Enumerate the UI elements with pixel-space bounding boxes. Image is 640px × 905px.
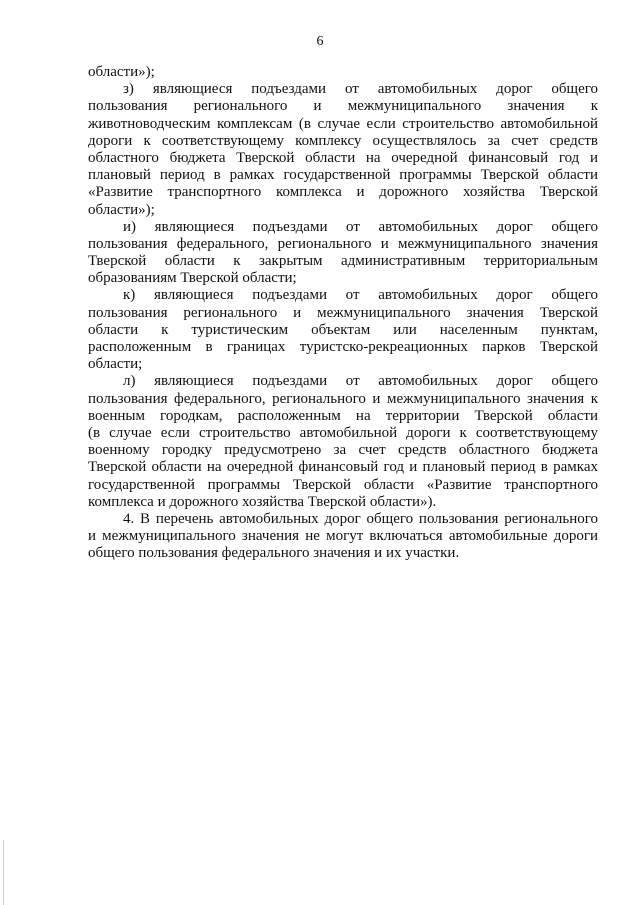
text-line: 4. В перечень автомобильных дорог общего пользования регионального: [123, 510, 598, 527]
text-line: к) являющиеся подъездами от автомобильных дорог общего: [123, 287, 598, 304]
text-line: образованиям Тверской области;: [88, 270, 297, 287]
document-body: [88, 64, 598, 562]
text-line: пользования регионального и межмуниципального значения к: [88, 98, 598, 115]
text-line: области»);: [88, 201, 155, 218]
text-line: области к туристическим объектам или населенным пунктам,: [88, 321, 598, 338]
text-line: пользования регионального и межмуниципального значения Тверской: [88, 304, 598, 321]
text-line: (в случае если строительство автомобильной дороги к соответствующему: [88, 424, 598, 441]
text-line: дороги к соответствующему комплексу осуществлялось за счет средств: [88, 132, 598, 149]
text-line: военным городкам, расположенным на территории Тверской области: [88, 407, 598, 424]
text-line: плановый период в рамках государственной программы Тверской области: [88, 167, 598, 184]
text-line: и межмуниципального значения не могут включаться автомобильные дороги: [88, 528, 598, 545]
text-line: и) являющиеся подъездами от автомобильных дорог общего: [123, 218, 598, 235]
text-line: области;: [88, 356, 143, 373]
text-line: Тверской области на очередной финансовый год и плановый период в рамках: [88, 459, 598, 476]
text-line: комплекса и дорожного хозяйства Тверской области»).: [88, 493, 437, 510]
text-line: з) являющиеся подъездами от автомобильных дорог общего: [123, 81, 598, 98]
text-line: области»);: [88, 64, 155, 80]
paragraph-item-z: [88, 81, 598, 219]
text-line: пользования федерального, регионального и межмуниципального значения: [88, 235, 598, 252]
text-line: общего пользования федерального значения и их участки.: [88, 545, 460, 562]
paragraph-item-k: [88, 287, 598, 373]
paragraph-item-i: [88, 219, 598, 288]
text-line: «Развитие транспортного комплекса и дорожного хозяйства Тверской: [88, 184, 598, 201]
text-line: военному городку предусмотрено за счет средств областного бюджета: [88, 442, 598, 459]
text-line: расположенным в границах туристско-рекреационных парков Тверской: [88, 339, 598, 355]
text-line: областного бюджета Тверской области на очередной финансовый год и: [88, 149, 598, 166]
paragraph-item-l: [88, 373, 598, 511]
text-line: государственной программы Тверской области «Развитие транспортного: [88, 476, 598, 493]
text-line: л) являющиеся подъездами от автомобильных дорог общего: [123, 373, 598, 390]
text-line: Тверской области к закрытым административным территориальным: [88, 253, 598, 270]
scan-edge-line: [3, 840, 4, 905]
paragraph-tail: [88, 64, 598, 81]
text-line: пользования федерального, регионального и межмуниципального значения к: [88, 390, 598, 407]
page-number: 6: [316, 34, 324, 49]
paragraph-item-4: [88, 511, 598, 563]
text-line: животноводческим комплексам (в случае если строительство автомобильной: [88, 115, 598, 132]
